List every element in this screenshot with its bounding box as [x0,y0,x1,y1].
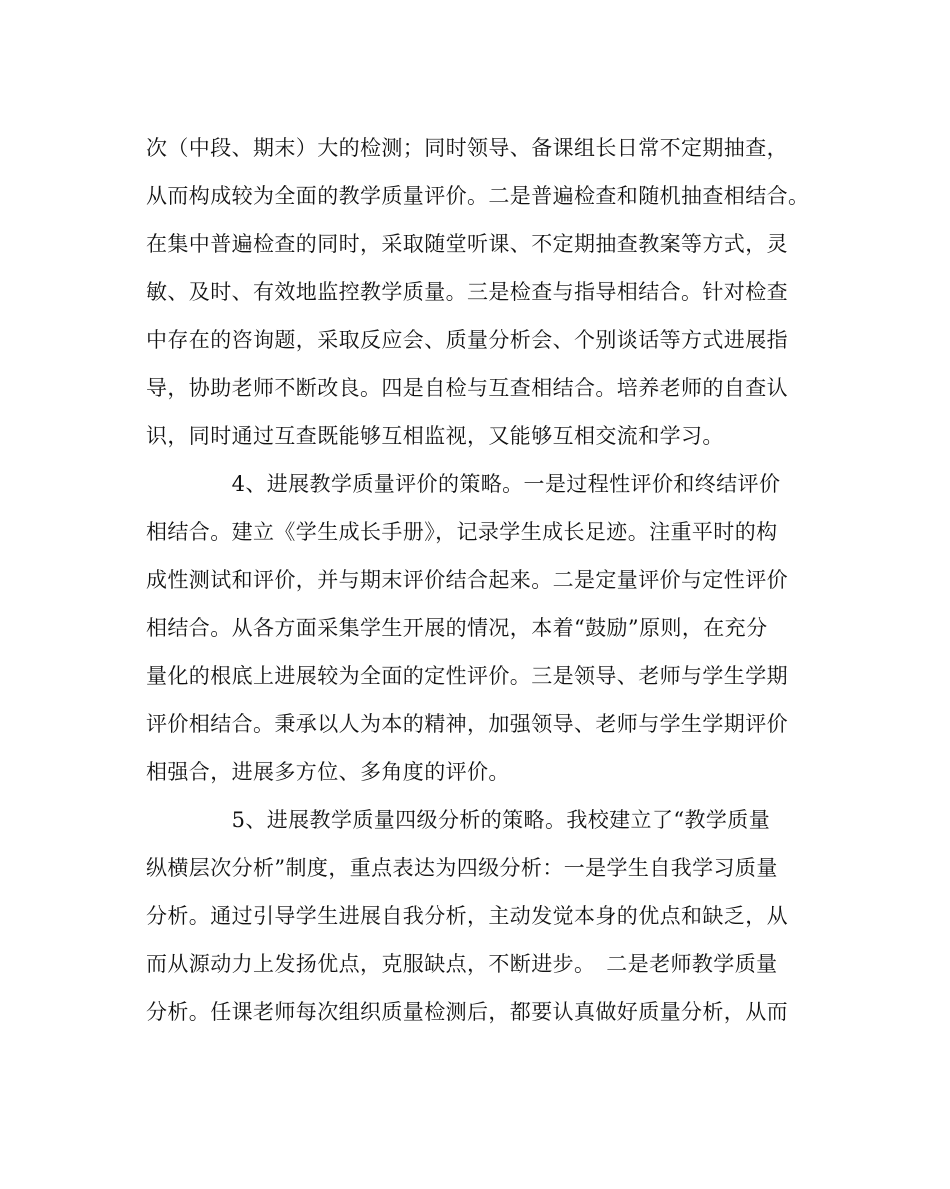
text-line: 次（中段、期末）大的检测；同时领导、备课组长日常不定期抽查， [146,136,788,160]
text-line: 量化的根底上进展较为全面的定性评价。三是领导、老师与学生学期 [146,664,788,688]
text-line: 在集中普遍检查的同时，采取随堂听课、不定期抽查教案等方式，灵 [146,232,788,256]
paragraph-start-line: 5、进展教学质量四级分析的策略。我校建立了“教学质量 [146,808,771,832]
text-line: 成性测试和评价，并与期末评价结合起来。二是定量评价与定性评价 [146,568,788,592]
text-line: 分析。通过引导学生进展自我分析，主动发觉本身的优点和缺乏，从 [146,904,788,928]
text-line: 敏、及时、有效地监控教学质量。三是检查与指导相结合。针对检查 [146,280,788,304]
text-line: 导，协助老师不断改良。四是自检与互查相结合。培养老师的自查认 [146,376,788,400]
text-line: 中存在的咨询题，采取反应会、质量分析会、个别谈话等方式进展指 [146,328,788,352]
text-line: 相结合。建立《学生成长手册》，记录学生成长足迹。注重平时的构 [146,520,778,544]
text-line: 识，同时通过互查既能够互相监视，又能够互相交流和学习。 [146,424,724,448]
text-line: 纵横层次分析”制度，重点表达为四级分析：一是学生自我学习质量 [146,856,778,880]
text-line: 分析。任课老师每次组织质量检测后，都要认真做好质量分析，从而 [146,1000,788,1024]
text-line: 相结合。从各方面采集学生开展的情况，本着“鼓励”原则，在充分 [146,616,768,640]
text-line: 从而构成较为全面的教学质量评价。二是普遍检查和随机抽查相结合。 [146,184,810,208]
text-line: 相强合，进展多方位、多角度的评价。 [146,760,510,784]
text-line: 评价相结合。秉承以人为本的精神，加强领导、老师与学生学期评价 [146,712,788,736]
text-line: 而从源动力上发扬优点，克服缺点，不断进步。 二是老师教学质量 [146,952,778,976]
paragraph-start-line: 4、进展教学质量评价的策略。一是过程性评价和终结评价 [146,472,781,496]
body-text [146,124,846,1036]
